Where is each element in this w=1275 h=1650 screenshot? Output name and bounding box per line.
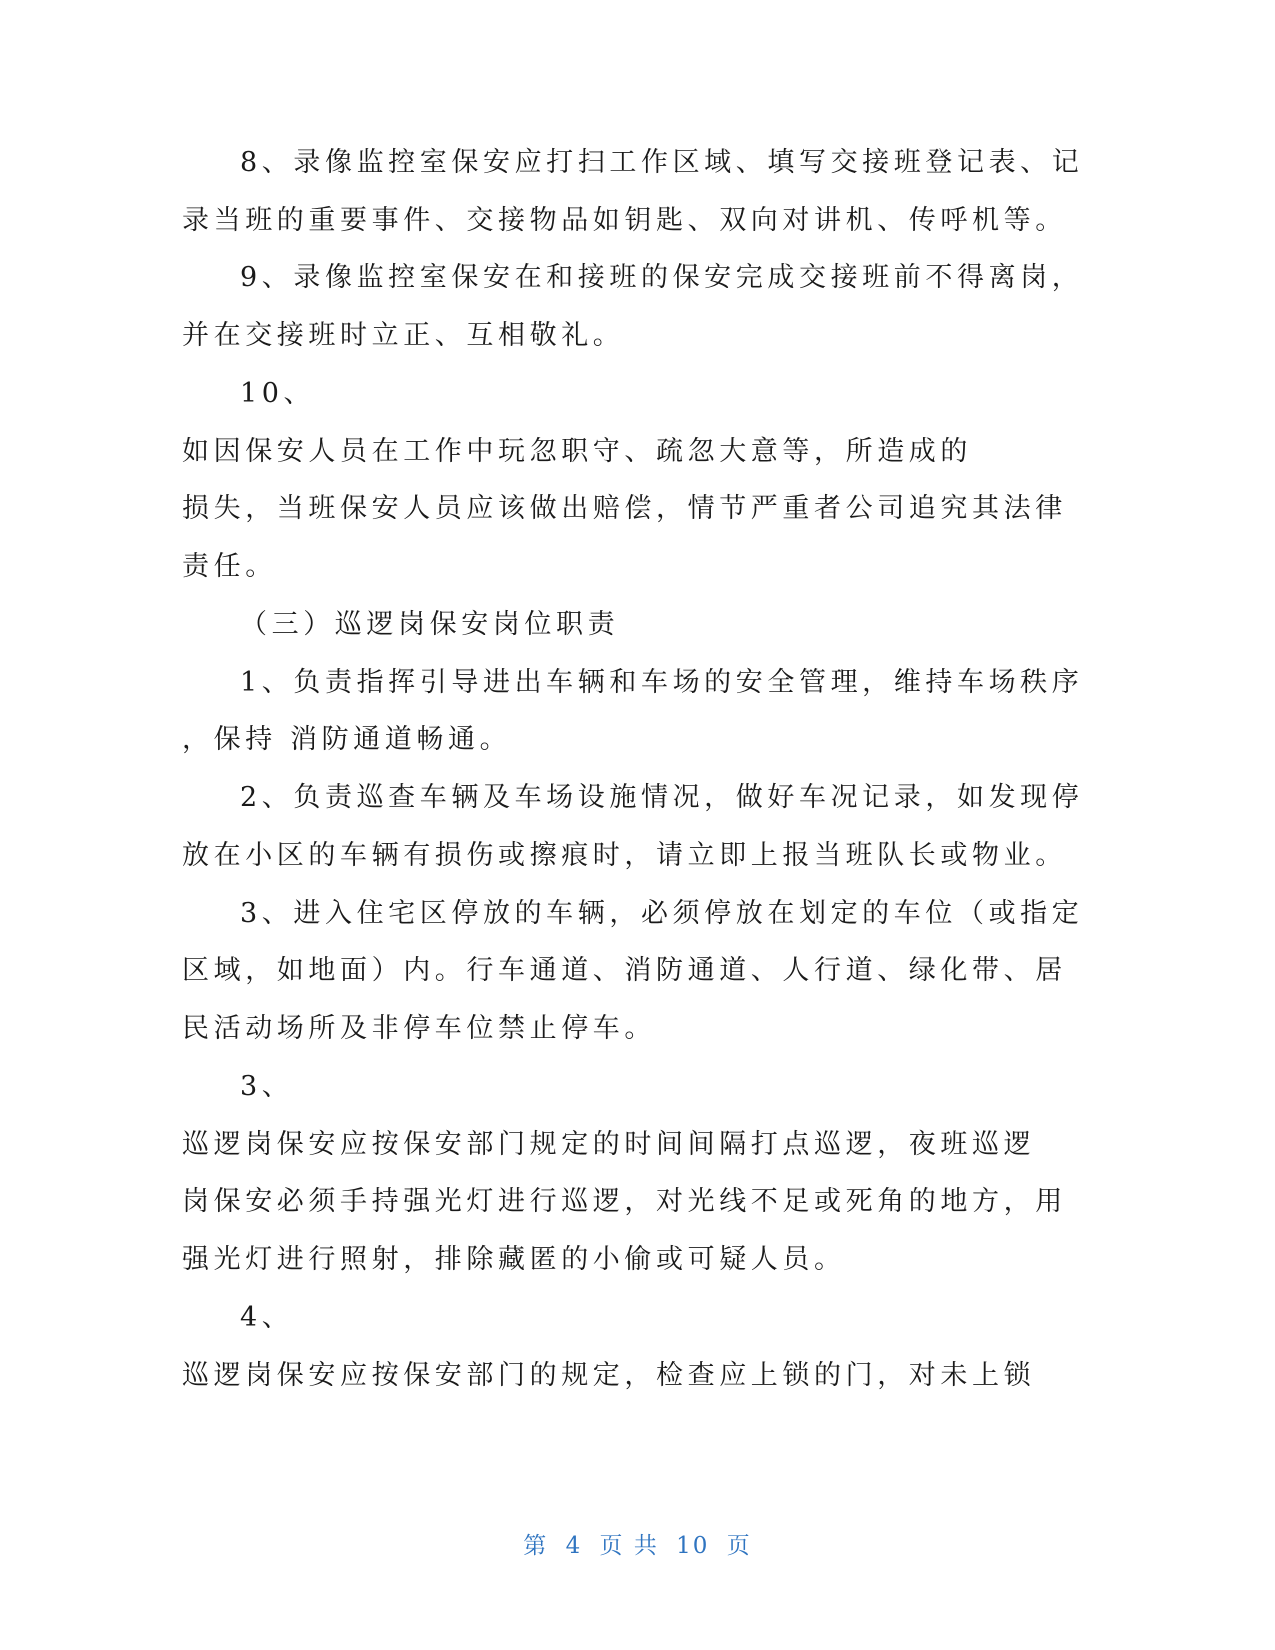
paragraph-line: 民活动场所及非停车位禁止停车。 [182, 1013, 656, 1044]
total-pages-number: 10 [676, 1533, 710, 1559]
paragraph-line: 1、负责指挥引导进出车辆和车场的安全管理，维持车场秩序 [240, 667, 1084, 698]
paragraph-line: 并在交接班时立正、互相敬礼。 [182, 320, 625, 351]
paragraph-line: 损失，当班保安人员应该做出赔偿，情节严重者公司追究其法律 [182, 493, 1067, 524]
paragraph-line: 如因保安人员在工作中玩忽职守、疏忽大意等，所造成的 [182, 436, 972, 467]
paragraph-line: 录当班的重要事件、交接物品如钥匙、双向对讲机、传呼机等。 [182, 205, 1067, 236]
paragraph-line: 放在小区的车辆有损伤或擦痕时，请立即上报当班队长或物业。 [182, 840, 1067, 871]
paragraph-line: 巡逻岗保安应按保安部门规定的时间间隔打点巡逻，夜班巡逻 [182, 1129, 1036, 1160]
paragraph-line: ，保持 消防通道畅通。 [182, 724, 512, 755]
paragraph-line: 区域，如地面）内。行车通道、消防通道、人行道、绿化带、居 [182, 955, 1067, 986]
paragraph-line: 8、录像监控室保安应打扫工作区域、填写交接班登记表、记 [240, 147, 1084, 178]
footer-prefix: 第 [523, 1533, 549, 1559]
footer-suffix: 页 [726, 1533, 752, 1559]
current-page-number: 4 [565, 1533, 583, 1559]
paragraph-line: 3、 [240, 1071, 294, 1102]
paragraph-line: 岗保安必须手持强光灯进行巡逻，对光线不足或死角的地方，用 [182, 1186, 1067, 1217]
section-heading: （三）巡逻岗保安岗位职责 [240, 609, 620, 640]
footer-middle: 页 共 [599, 1533, 659, 1559]
paragraph-line: 2、负责巡查车辆及车场设施情况，做好车况记录，如发现停 [240, 782, 1084, 813]
paragraph-line: 10、 [240, 378, 316, 409]
page-footer [0, 1527, 1275, 1560]
paragraph-line: 责任。 [182, 551, 277, 582]
paragraph-line: 强光灯进行照射，排除藏匿的小偷或可疑人员。 [182, 1244, 846, 1275]
paragraph-line: 9、录像监控室保安在和接班的保安完成交接班前不得离岗， [240, 262, 1084, 293]
paragraph-line: 巡逻岗保安应按保安部门的规定，检查应上锁的门，对未上锁 [182, 1360, 1036, 1391]
paragraph-line: 3、进入住宅区停放的车辆，必须停放在划定的车位（或指定 [240, 898, 1084, 929]
paragraph-line: 4、 [240, 1302, 294, 1333]
